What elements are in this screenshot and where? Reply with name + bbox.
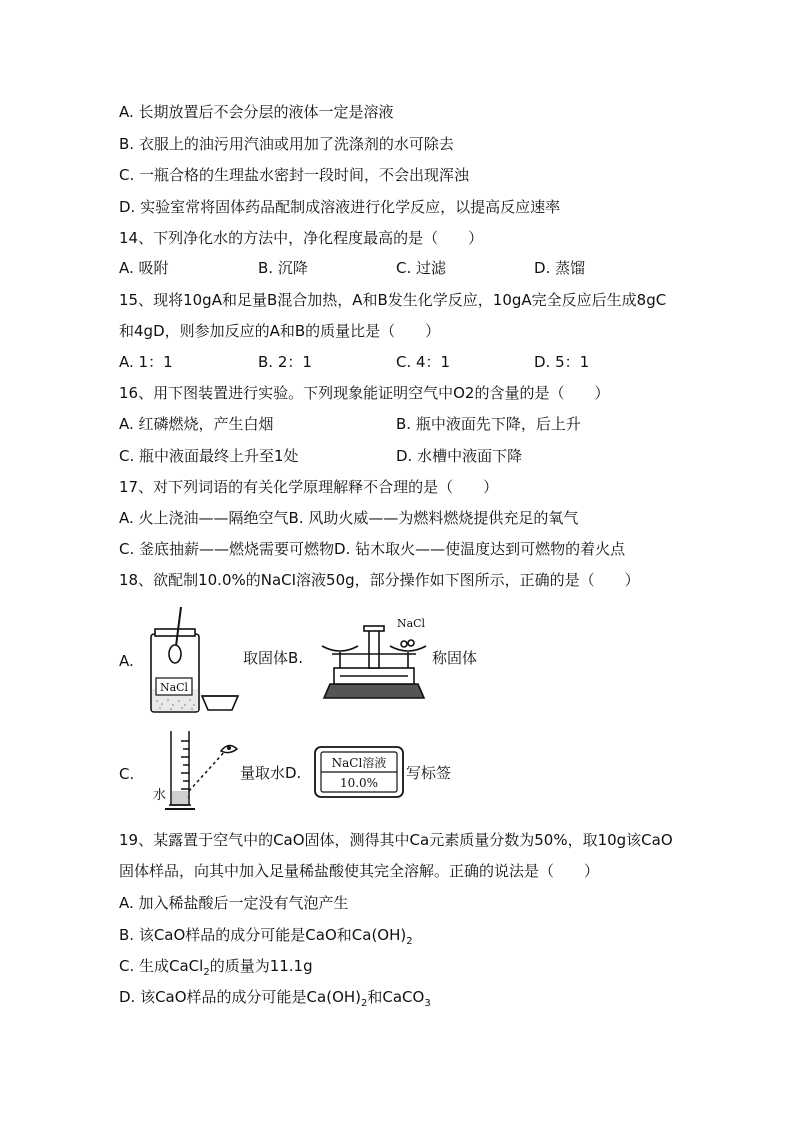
q18-option-b-text: 称固体	[432, 649, 478, 667]
q19-option-d-sub1: 2	[361, 998, 368, 1009]
q17-options-ab: A. 火上浇油——隔绝空气B. 风助火威——为燃料燃烧提供充足的氧气	[119, 509, 579, 527]
q16-option-a: A. 红磷燃烧，产生白烟	[119, 415, 274, 433]
q19-option-d	[119, 986, 431, 1015]
q16-option-b: B. 瓶中液面先下降，后上升	[396, 415, 581, 433]
q18-option-a-text: 取固体B.	[243, 649, 304, 667]
q18-option-c-text: 量取水D.	[240, 764, 302, 782]
q16-option-d: D. 水槽中液面下降	[396, 447, 523, 465]
q19-option-c-sub: 2	[203, 967, 210, 978]
graduated-cylinder-figure	[143, 727, 241, 813]
q19-option-c	[119, 955, 313, 984]
q19-stem-line2: 固体样品，向其中加入足量稀盐酸使其完全溶解。正确的说法是（ ）	[119, 862, 600, 880]
reagent-label-text: NaCl	[159, 681, 189, 694]
q15-option-c: C. 4：1	[396, 353, 451, 371]
q14-option-a: A. 吸附	[119, 259, 169, 277]
q15-stem-line2: 和4gD，则参加反应的A和B的质量比是（ ）	[119, 322, 441, 340]
q15-stem-line1: 15、现将10gA和足量B混合加热，A和B发生化学反应，10gA完全反应后生成8gC	[119, 291, 667, 309]
q14-option-c: C. 过滤	[396, 259, 447, 277]
q18-stem: 18、欲配制10.0%的NaCI溶液50g，部分操作如下图所示，正确的是（ ）	[119, 571, 640, 589]
q19-option-d-sub2: 3	[424, 998, 431, 1009]
q16-stem: 16、用下图装置进行实验。下列现象能证明空气中O2的含量的是（ ）	[119, 384, 610, 402]
water-label: 水	[153, 788, 167, 803]
q19-option-c-tail: 的质量为11.1g	[209, 957, 313, 975]
q19-option-b-sub: 2	[406, 936, 413, 947]
q13-option-b: B. 衣服上的油污用汽油或用加了洗涤剂的水可除去	[119, 135, 454, 153]
q19-option-b	[119, 924, 413, 953]
q19-option-c-text: C. 生成CaCl	[119, 957, 204, 975]
q19-option-d-text: D. 该CaO样品的成分可能是Ca(OH)	[119, 988, 362, 1006]
q14-option-d: D. 蒸馏	[534, 259, 586, 277]
q13-option-d: D. 实验室常将固体药品配制成溶液进行化学反应，以提高反应速率	[119, 198, 561, 216]
q17-stem: 17、对下列词语的有关化学原理解释不合理的是（ ）	[119, 478, 499, 496]
q16-option-c: C. 瓶中液面最终上升至1处	[119, 447, 299, 465]
q13-option-c: C. 一瓶合格的生理盐水密封一段时间，不会出现浑浊	[119, 166, 470, 184]
reagent-bottle-figure	[142, 604, 252, 716]
q19-option-a: A. 加入稀盐酸后一定没有气泡产生	[119, 894, 349, 912]
q18-option-d-text: 写标签	[406, 764, 452, 782]
label-line1: NaCl溶液	[331, 756, 387, 770]
q14-option-b: B. 沉降	[258, 259, 308, 277]
q19-option-b-text: B. 该CaO样品的成分可能是CaO和Ca(OH)	[119, 926, 407, 944]
q18-option-c-letter: C.	[119, 765, 135, 783]
q19-stem-line1: 19、某露置于空气中的CaO固体，测得其中Ca元素质量分数为50%，取10g该CaO	[119, 831, 673, 849]
q18-option-a-letter: A.	[119, 652, 134, 670]
balance-figure	[318, 612, 430, 704]
q15-option-a: A. 1：1	[119, 353, 173, 371]
q14-stem: 14、下列净化水的方法中，净化程度最高的是（ ）	[119, 229, 484, 247]
q15-option-b: B. 2：1	[258, 353, 312, 371]
balance-nacl-label: NaCl	[396, 617, 426, 630]
q13-option-a: A. 长期放置后不会分层的液体一定是溶液	[119, 103, 394, 121]
q17-options-cd: C. 釜底抽薪——燃烧需要可燃物D. 钻木取火——使温度达到可燃物的着火点	[119, 540, 626, 558]
label-line2: 10.0%	[339, 776, 379, 790]
q19-option-d-mid: 和CaCO	[367, 988, 425, 1006]
q15-option-d: D. 5：1	[534, 353, 590, 371]
solution-label-figure	[314, 746, 404, 798]
